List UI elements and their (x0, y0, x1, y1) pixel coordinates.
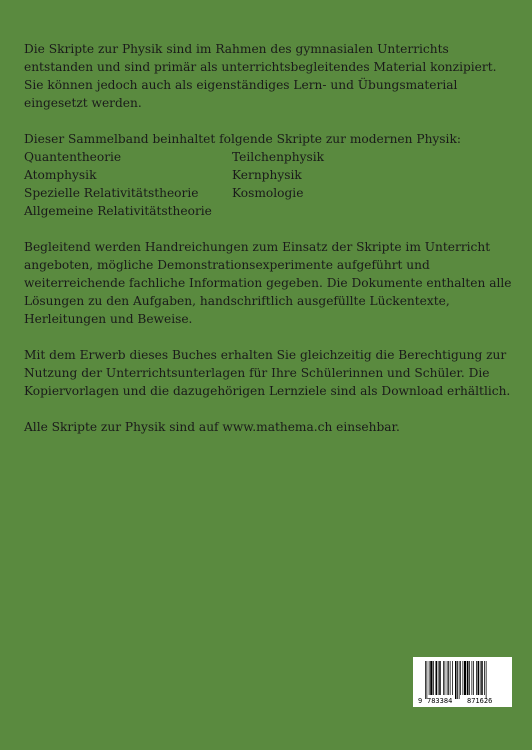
barcode-bar (463, 661, 464, 695)
list-item: Allgemeine Relativitätstheorie (24, 204, 212, 218)
barcode-digits-left: 783384 (427, 697, 453, 705)
barcode-bar (476, 661, 477, 695)
list-item: Teilchenphysik (232, 150, 325, 164)
list-item: Spezielle Relativitätstheorie (24, 186, 199, 200)
barcode-bar (455, 661, 457, 699)
barcode-bar (425, 661, 426, 699)
list-item: Kernphysik (232, 168, 302, 182)
barcode-bar (486, 661, 487, 699)
barcode-bar (433, 661, 434, 695)
barcode-bar (473, 661, 474, 695)
barcode-lead-digit: 9 (418, 697, 423, 705)
barcode-bar (427, 661, 428, 699)
barcode-bar (452, 661, 453, 695)
barcode-bar (460, 661, 461, 695)
barcode-bar (472, 661, 473, 695)
script-list-right (232, 148, 452, 220)
barcode-bar (480, 661, 481, 695)
barcode-bar (481, 661, 483, 695)
barcode-bar (430, 661, 432, 695)
barcode-bar (467, 661, 469, 695)
barcode-bar (443, 661, 444, 695)
license-paragraph: Mit dem Erwerb dieses Buches erhalten Sie gleichzeitig die Berechtigung zur Nutzung der Unterrichtsunterlagen für Ihre Schülerinnen und Schüler. Die Kopiervorlagen und die dazugehörigen Lernziele sind als Download erhältlich. (24, 348, 511, 398)
barcode-bar (438, 661, 439, 695)
back-cover-text (24, 40, 514, 454)
list-item: Atomphysik (24, 168, 97, 182)
script-list-left (24, 148, 232, 220)
barcode-bar (429, 661, 430, 695)
barcode-bar (464, 661, 466, 695)
barcode-bar (484, 661, 485, 695)
list-item: Kosmologie (232, 186, 304, 200)
intro-paragraph: Die Skripte zur Physik sind im Rahmen des gymnasialen Unterrichts entstanden und sind primär als unterrichtsbegleitendes Material konzipiert. Sie können jedoch auch als eigenständiges Lern- und Übungsmaterial eingesetzt werden. (24, 42, 497, 110)
list-item: Quantentheorie (24, 150, 122, 164)
script-list (24, 148, 514, 220)
website-paragraph: Alle Skripte zur Physik sind auf www.mathema.ch einsehbar. (24, 420, 400, 434)
barcode-bar (457, 661, 458, 699)
barcode-bar (459, 661, 460, 699)
barcode-bar (448, 661, 449, 695)
barcode-icon (417, 661, 508, 705)
list-title: Dieser Sammelband beinhaltet folgende Skripte zur modernen Physik: (24, 132, 461, 146)
barcode-digits-right: 871626 (467, 697, 493, 705)
barcode-bar (469, 661, 470, 695)
supplement-paragraph: Begleitend werden Handreichungen zum Einsatz der Skripte im Unterricht angeboten, mögliche Demonstrationsexperimente aufgeführt und weiterreichende fachliche Information gegeben. Die Dokumente enthalten alle Lösungen zu den Aufgaben, handschriftlich ausgefüllte Lückentexte, Herleitungen und Beweise. (24, 240, 512, 326)
barcode-bar (439, 661, 441, 695)
barcode-bar (478, 661, 480, 695)
barcode-bar (447, 661, 448, 695)
barcode-bar (445, 661, 446, 695)
barcode-bar (436, 661, 438, 695)
barcode-bar (450, 661, 451, 695)
isbn-barcode (413, 657, 512, 707)
